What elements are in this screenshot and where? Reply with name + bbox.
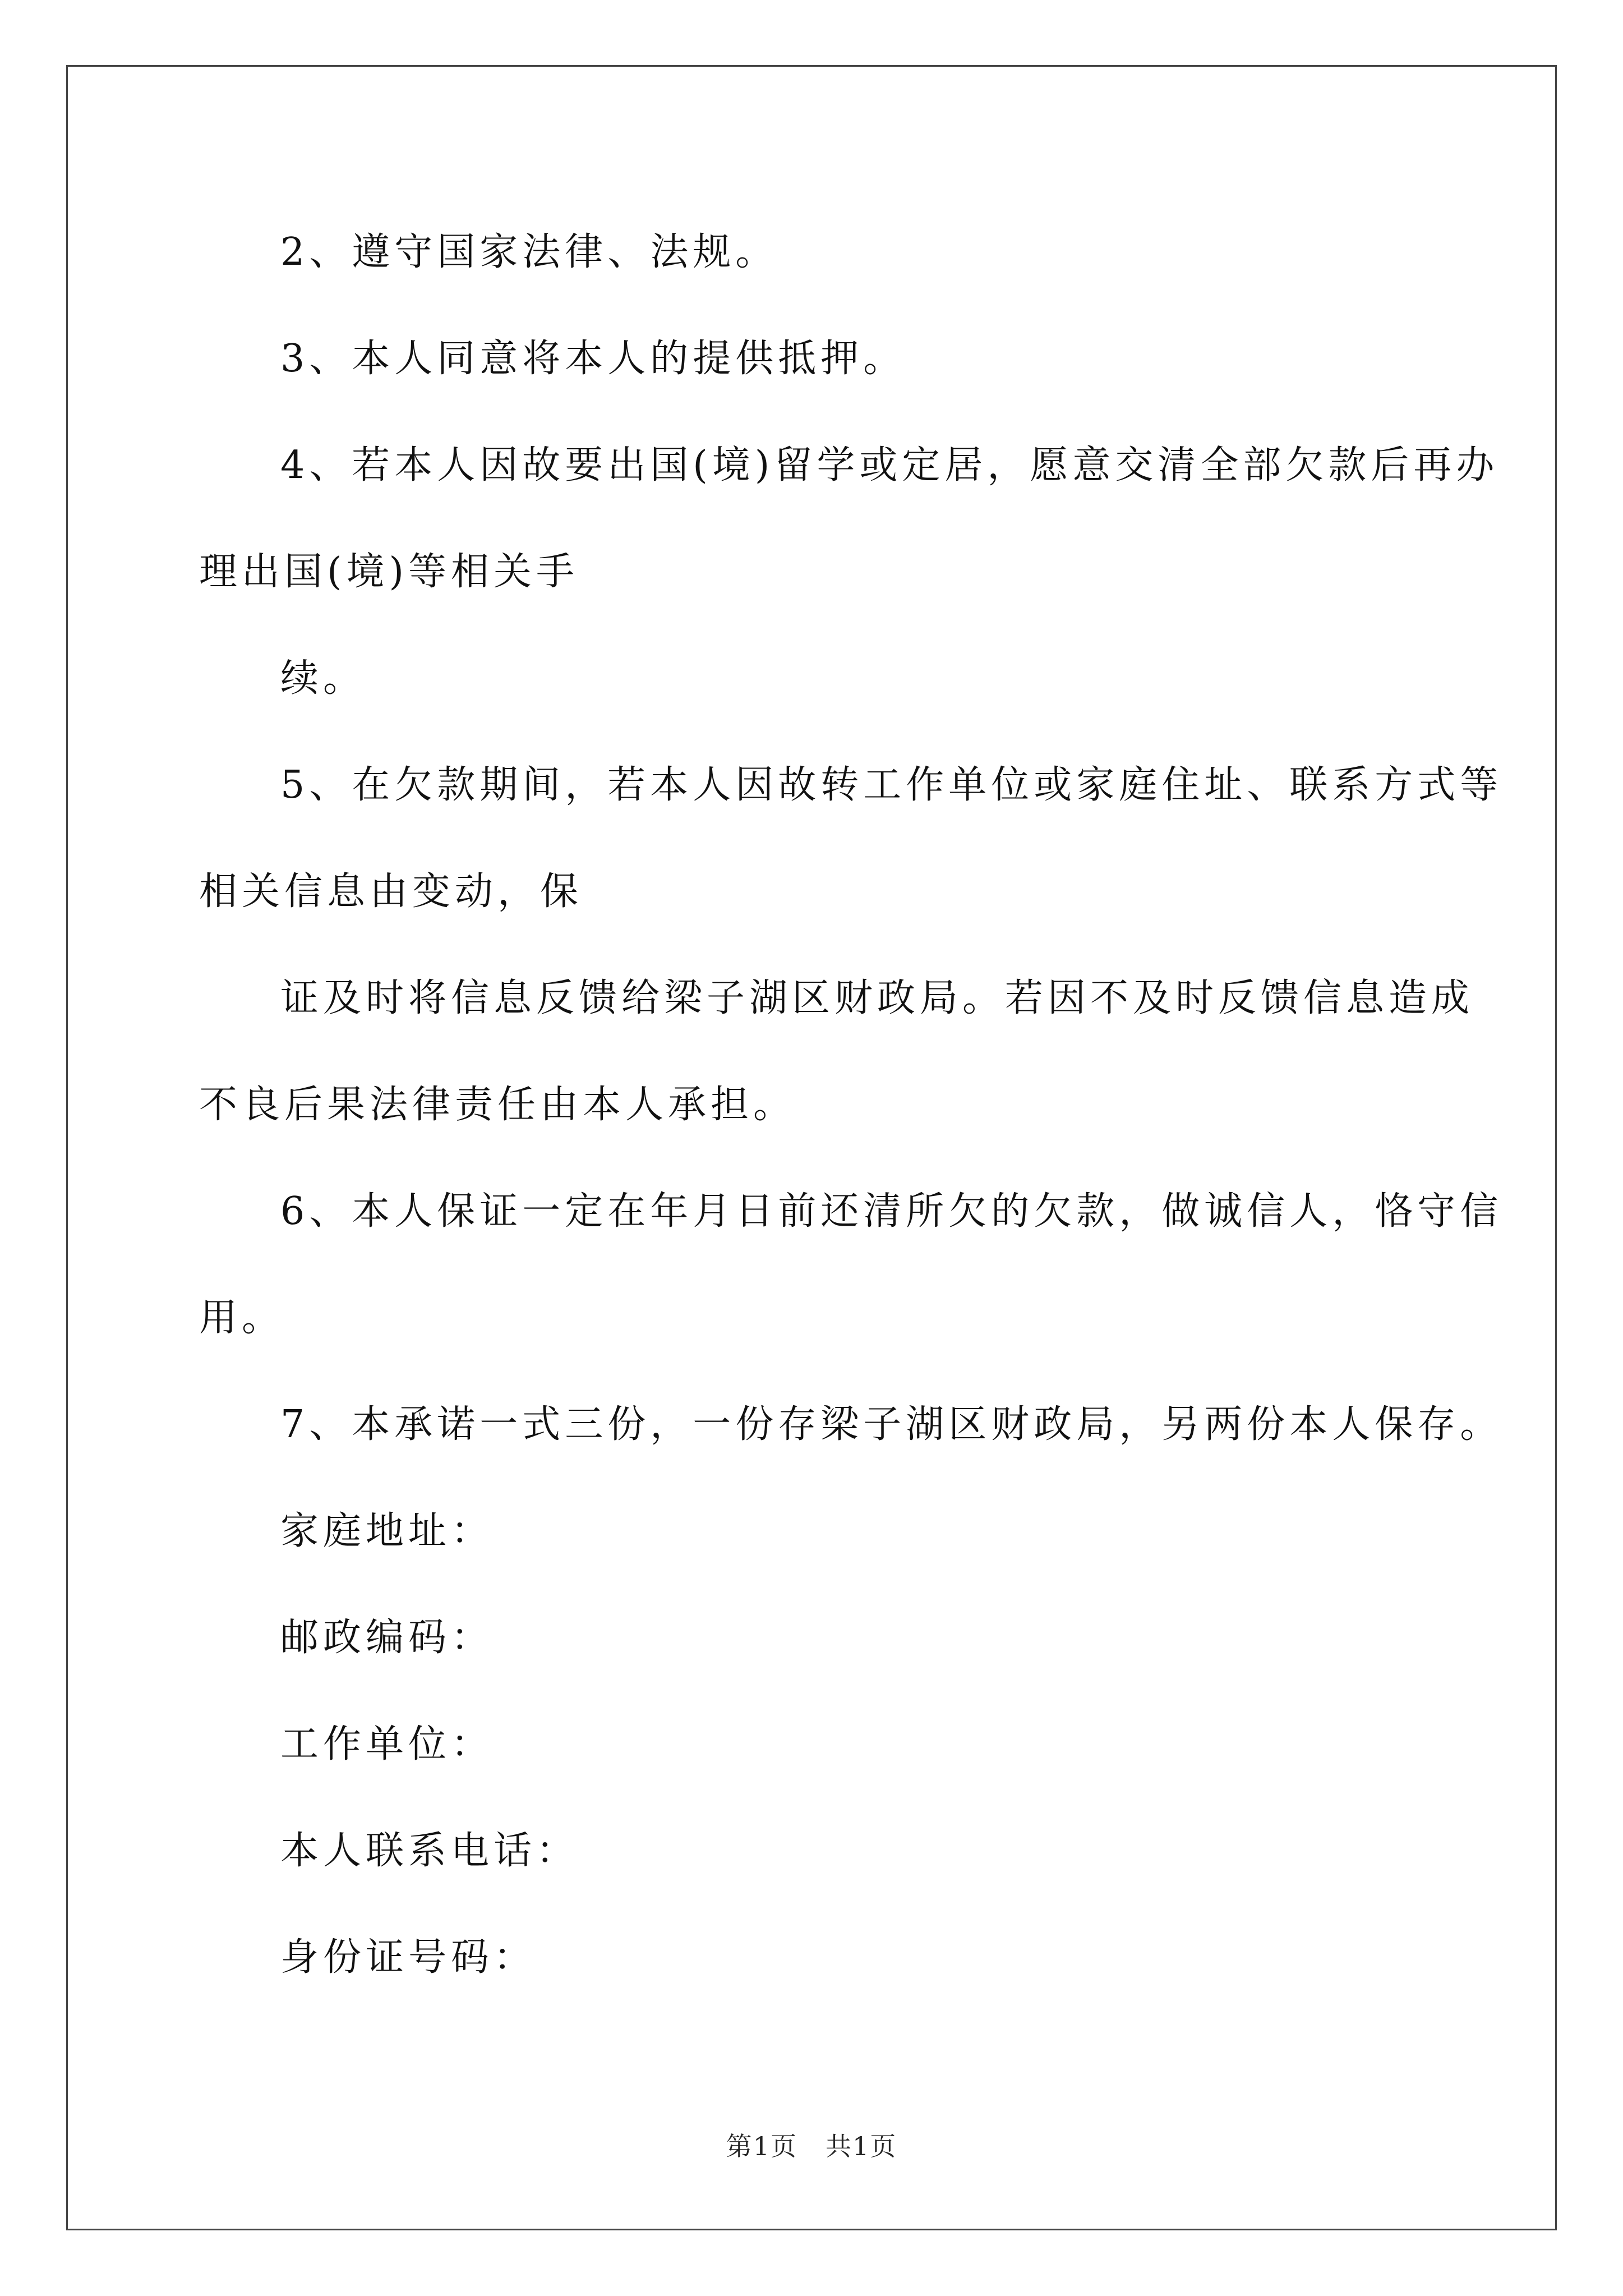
paragraph-line: 相关信息由变动，保 xyxy=(199,869,583,914)
paragraph-line: 7、本承诺一式三份，一份存梁子湖区财政局，另两份本人保存。 xyxy=(280,1402,1503,1447)
page-number-current: 第1页 xyxy=(726,2131,797,2161)
paragraph-line: 2、遵守国家法律、法规。 xyxy=(280,230,778,274)
paragraph-line: 5、在欠款期间，若本人因故转工作单位或家庭住址、联系方式等 xyxy=(280,763,1503,807)
paragraph-item-6 xyxy=(199,1178,1503,1391)
field-label: 邮政编码： xyxy=(280,1616,494,1660)
paragraph-item-5 xyxy=(199,752,1503,965)
field-postal-code xyxy=(199,1604,1433,1711)
field-label: 本人联系电话： xyxy=(280,1829,579,1873)
paragraph-continuation xyxy=(199,645,1433,752)
document-body xyxy=(199,219,1503,2031)
page-footer xyxy=(0,2126,1623,2163)
paragraph-line: 证及时将信息反馈给梁子湖区财政局。若因不及时反馈信息造成 xyxy=(280,976,1474,1020)
paragraph-item-2 xyxy=(199,219,1433,325)
paragraph-item-3 xyxy=(199,325,1433,432)
paragraph-item-7 xyxy=(199,1391,1503,1498)
paragraph-line: 续。 xyxy=(280,656,366,701)
paragraph-line: 3、本人同意将本人的提供抵押。 xyxy=(280,337,906,381)
page-number-total: 共1页 xyxy=(826,2131,897,2161)
field-home-address xyxy=(199,1498,1433,1604)
paragraph-line: 4、若本人因故要出国(境)留学或定居，愿意交清全部欠款后再办 xyxy=(280,443,1499,487)
paragraph-item-4 xyxy=(199,432,1499,645)
paragraph-line: 不良后果法律责任由本人承担。 xyxy=(199,1083,796,1127)
paragraph-line: 用。 xyxy=(199,1296,285,1340)
paragraph-continuation xyxy=(199,965,1474,1178)
field-label: 家庭地址： xyxy=(280,1509,494,1553)
field-label: 身份证号码： xyxy=(280,1935,537,1980)
field-work-unit xyxy=(199,1711,1433,1818)
field-phone xyxy=(199,1818,1433,1924)
field-id-number xyxy=(199,1924,1433,2031)
paragraph-line: 6、本人保证一定在年月日前还清所欠的欠款，做诚信人，恪守信 xyxy=(280,1189,1503,1234)
field-label: 工作单位： xyxy=(280,1722,494,1766)
paragraph-line: 理出国(境)等相关手 xyxy=(199,550,579,594)
